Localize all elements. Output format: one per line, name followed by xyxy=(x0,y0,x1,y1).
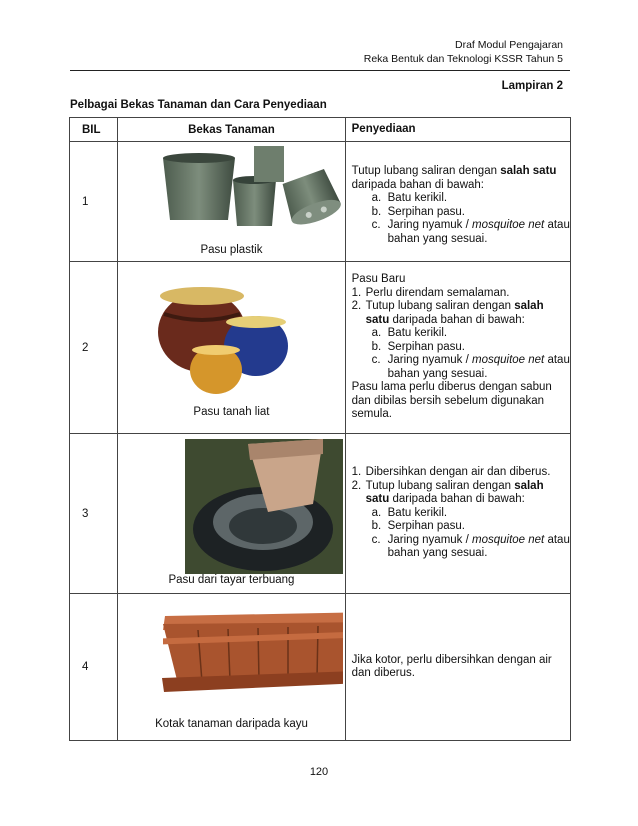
image-caption: Pasu dari tayar terbuang xyxy=(168,574,295,586)
old-pot-note: Pasu lama perlu diberus dengan sabun dan dibilas bersih sebelum digunakan semula. xyxy=(351,381,552,421)
section-title: Pelbagai Bekas Tanaman dan Cara Penyediaan xyxy=(70,99,327,111)
page-number: 120 xyxy=(309,766,329,778)
preparation-cell xyxy=(345,262,570,434)
list-item: c. Jaring nyamuk / mosquitoe net atau bahan yang sesuai. xyxy=(371,533,570,560)
cleaning-note: Jika kotor, perlu dibersihkan dengan air dan diberus. xyxy=(351,653,552,679)
header-bekas: Bekas Tanaman xyxy=(118,118,345,142)
image-caption: Pasu plastik xyxy=(200,244,263,256)
material-list xyxy=(352,327,570,381)
header-rule xyxy=(70,70,570,71)
header-penyediaan: Penyediaan xyxy=(345,118,570,142)
header-line-2: Reka Bentuk dan Teknologi KSSR Tahun 5 xyxy=(363,53,563,65)
list-item: b. Serpihan pasu. xyxy=(371,340,466,353)
planter-table xyxy=(69,117,571,741)
list-item: c. Jaring nyamuk / mosquitoe net atau bahan yang sesuai. xyxy=(371,219,570,245)
row-number: 4 xyxy=(70,594,118,741)
list-item: c. Jaring nyamuk / mosquitoe net atau bahan yang sesuai. xyxy=(371,354,570,380)
row-number: 3 xyxy=(70,434,118,594)
header-bil: BIL xyxy=(70,118,118,142)
list-item: 1. Dibersihkan dengan air dan diberus. xyxy=(351,466,551,479)
material-list xyxy=(352,507,570,561)
list-item: b. Serpihan pasu. xyxy=(371,520,466,533)
list-item: b. Serpihan pasu. xyxy=(371,205,466,218)
list-item: a. Batu kerikil. xyxy=(371,506,448,519)
table-header-row xyxy=(70,118,571,142)
preparation-cell xyxy=(345,594,570,741)
list-item: a. Batu kerikil. xyxy=(371,192,448,204)
table-row xyxy=(70,262,571,434)
list-item: 1. Perlu direndam semalaman. xyxy=(351,286,510,299)
table-row xyxy=(70,142,571,262)
list-item: a. Batu kerikil. xyxy=(371,327,448,340)
row-number: 2 xyxy=(70,262,118,434)
row-number: 1 xyxy=(70,142,118,262)
new-pot-heading: Pasu Baru xyxy=(351,273,406,286)
preparation-cell xyxy=(345,142,570,262)
table-row xyxy=(70,594,571,741)
header-line-1: Draf Modul Pengajaran xyxy=(455,39,563,51)
image-caption: Kotak tanaman daripada kayu xyxy=(155,718,308,730)
tyre-pot-image xyxy=(118,434,343,593)
intro-text: Tutup lubang saliran dengan salah satu daripada bahan di bawah: xyxy=(351,165,557,191)
list-item: 2. Tutup lubang saliran dengan salah satu daripada bahan di bawah: xyxy=(351,300,544,326)
image-cell xyxy=(118,594,345,741)
image-caption: Pasu tanah liat xyxy=(193,406,270,418)
table-row xyxy=(70,434,571,594)
preparation-cell xyxy=(345,434,570,594)
image-cell xyxy=(118,262,345,434)
image-cell xyxy=(118,434,345,594)
appendix-label: Lampiran 2 xyxy=(501,80,563,92)
material-list xyxy=(352,192,570,246)
running-header xyxy=(364,38,563,66)
list-item: 2. Tutup lubang saliran dengan salah satu daripada bahan di bawah: xyxy=(351,479,544,506)
image-cell xyxy=(118,142,345,262)
